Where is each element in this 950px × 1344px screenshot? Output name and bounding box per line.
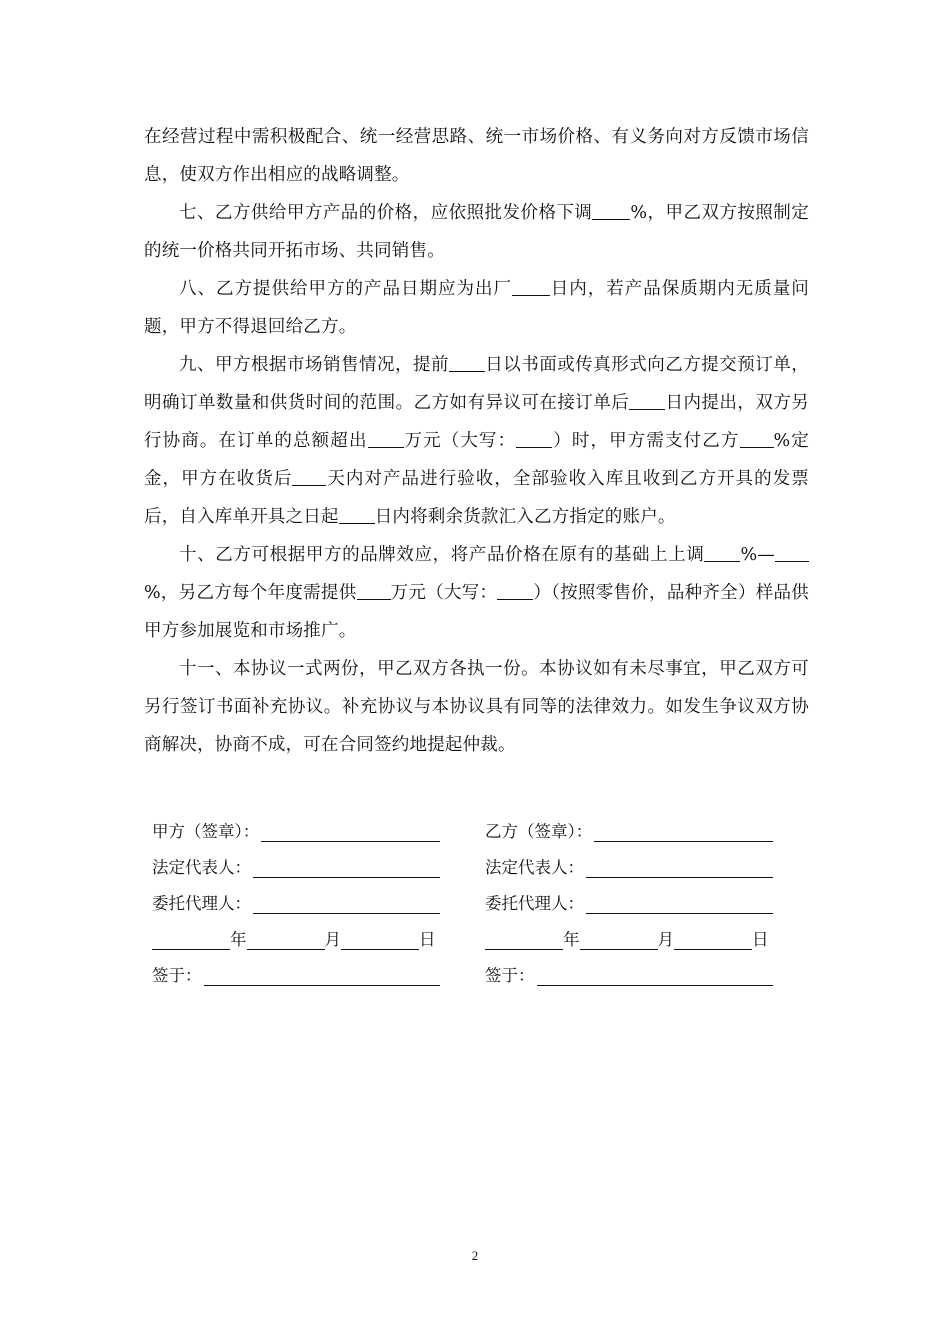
blank-field bbox=[704, 544, 740, 563]
party-b-place: 签于： bbox=[485, 956, 773, 986]
blank-field bbox=[357, 582, 391, 601]
party-a-seal: 甲方（签章）： bbox=[152, 812, 440, 842]
blank-field bbox=[592, 202, 630, 221]
signature-row-agent bbox=[152, 884, 782, 920]
clause-8: 八、乙方提供给甲方的产品日期应为出厂 日内，若产品保质期内无质量问题，甲方不得退回给乙方。 bbox=[144, 279, 809, 337]
blank-field bbox=[368, 430, 404, 449]
party-a-legal-rep: 法定代表人： bbox=[152, 848, 440, 878]
contract-body bbox=[144, 118, 809, 764]
signature-row-place bbox=[152, 956, 782, 992]
blank-field bbox=[740, 430, 774, 449]
blank-field bbox=[339, 506, 375, 525]
page-number: 2 bbox=[471, 1248, 479, 1263]
year-blank bbox=[152, 929, 230, 950]
blank-field bbox=[629, 392, 665, 411]
clause-11: 十一、本协议一式两份，甲乙双方各执一份。本协议如有未尽事宜，甲乙双方可另行签订书面补充协议。补充协议与本协议具有同等的法律效力。如发生争议双方协商解决，协商不成，可在合同签约地提起仲裁。 bbox=[144, 659, 809, 755]
party-b-legal-rep: 法定代表人： bbox=[485, 848, 773, 878]
year-blank bbox=[485, 929, 563, 950]
clause-7: 七、乙方供给甲方产品的价格，应依照批发价格下调 %，甲乙双方按照制定的统一价格共同开拓市场、共同销售。 bbox=[144, 203, 809, 261]
signature-row-legal-rep bbox=[152, 848, 782, 884]
party-a-date: 年 月 日 bbox=[152, 920, 440, 950]
signature-line bbox=[537, 965, 774, 986]
clause-10: 十、乙方可根据甲方的品牌效应，将产品价格在原有的基础上上调 %—%，另乙方每个年度需提供 万元（大写： ）（按照零售价，品种齐全）样品供甲方参加展览和市场推广。 bbox=[144, 545, 810, 641]
blank-field bbox=[292, 468, 326, 487]
blank-field bbox=[516, 430, 552, 449]
signature-row-seal bbox=[152, 812, 782, 848]
signature-line bbox=[253, 857, 440, 878]
signature-line bbox=[586, 893, 773, 914]
party-a-place: 签于： bbox=[152, 956, 440, 986]
party-b-agent: 委托代理人： bbox=[485, 884, 773, 914]
paragraph-continuation: 在经营过程中需积极配合、统一经营思路、统一市场价格、有义务向对方反馈市场信息，使双方作出相应的战略调整。 bbox=[144, 127, 809, 185]
signature-block bbox=[152, 812, 782, 992]
clause-9: 九、甲方根据市场销售情况，提前 日以书面或传真形式向乙方提交预订单，明确订单数量和供货时间的范围。乙方如有异议可在接订单后 日内提出，双方另行协商。在订单的总额超出 万元（大写： ）时，甲方需支付乙方 %定金，甲方在收货后 天内对产品进行验收，全部验收入库且收到乙方开具的发票后，自入库单开具之日起 日内将剩余货款汇入乙方指定的账户。 bbox=[144, 355, 810, 527]
blank-field bbox=[512, 278, 550, 297]
blank-field bbox=[449, 354, 485, 373]
signature-row-date bbox=[152, 920, 782, 956]
signature-line bbox=[594, 821, 773, 842]
month-blank bbox=[580, 929, 658, 950]
signature-line bbox=[261, 821, 440, 842]
month-blank bbox=[247, 929, 325, 950]
party-b-date: 年 月 日 bbox=[485, 920, 773, 950]
signature-line bbox=[204, 965, 441, 986]
day-blank bbox=[674, 929, 752, 950]
signature-line bbox=[253, 893, 440, 914]
signature-line bbox=[586, 857, 773, 878]
party-b-seal: 乙方（签章）： bbox=[485, 812, 773, 842]
blank-field bbox=[497, 582, 533, 601]
day-blank bbox=[341, 929, 419, 950]
blank-field bbox=[775, 544, 809, 563]
party-a-agent: 委托代理人： bbox=[152, 884, 440, 914]
